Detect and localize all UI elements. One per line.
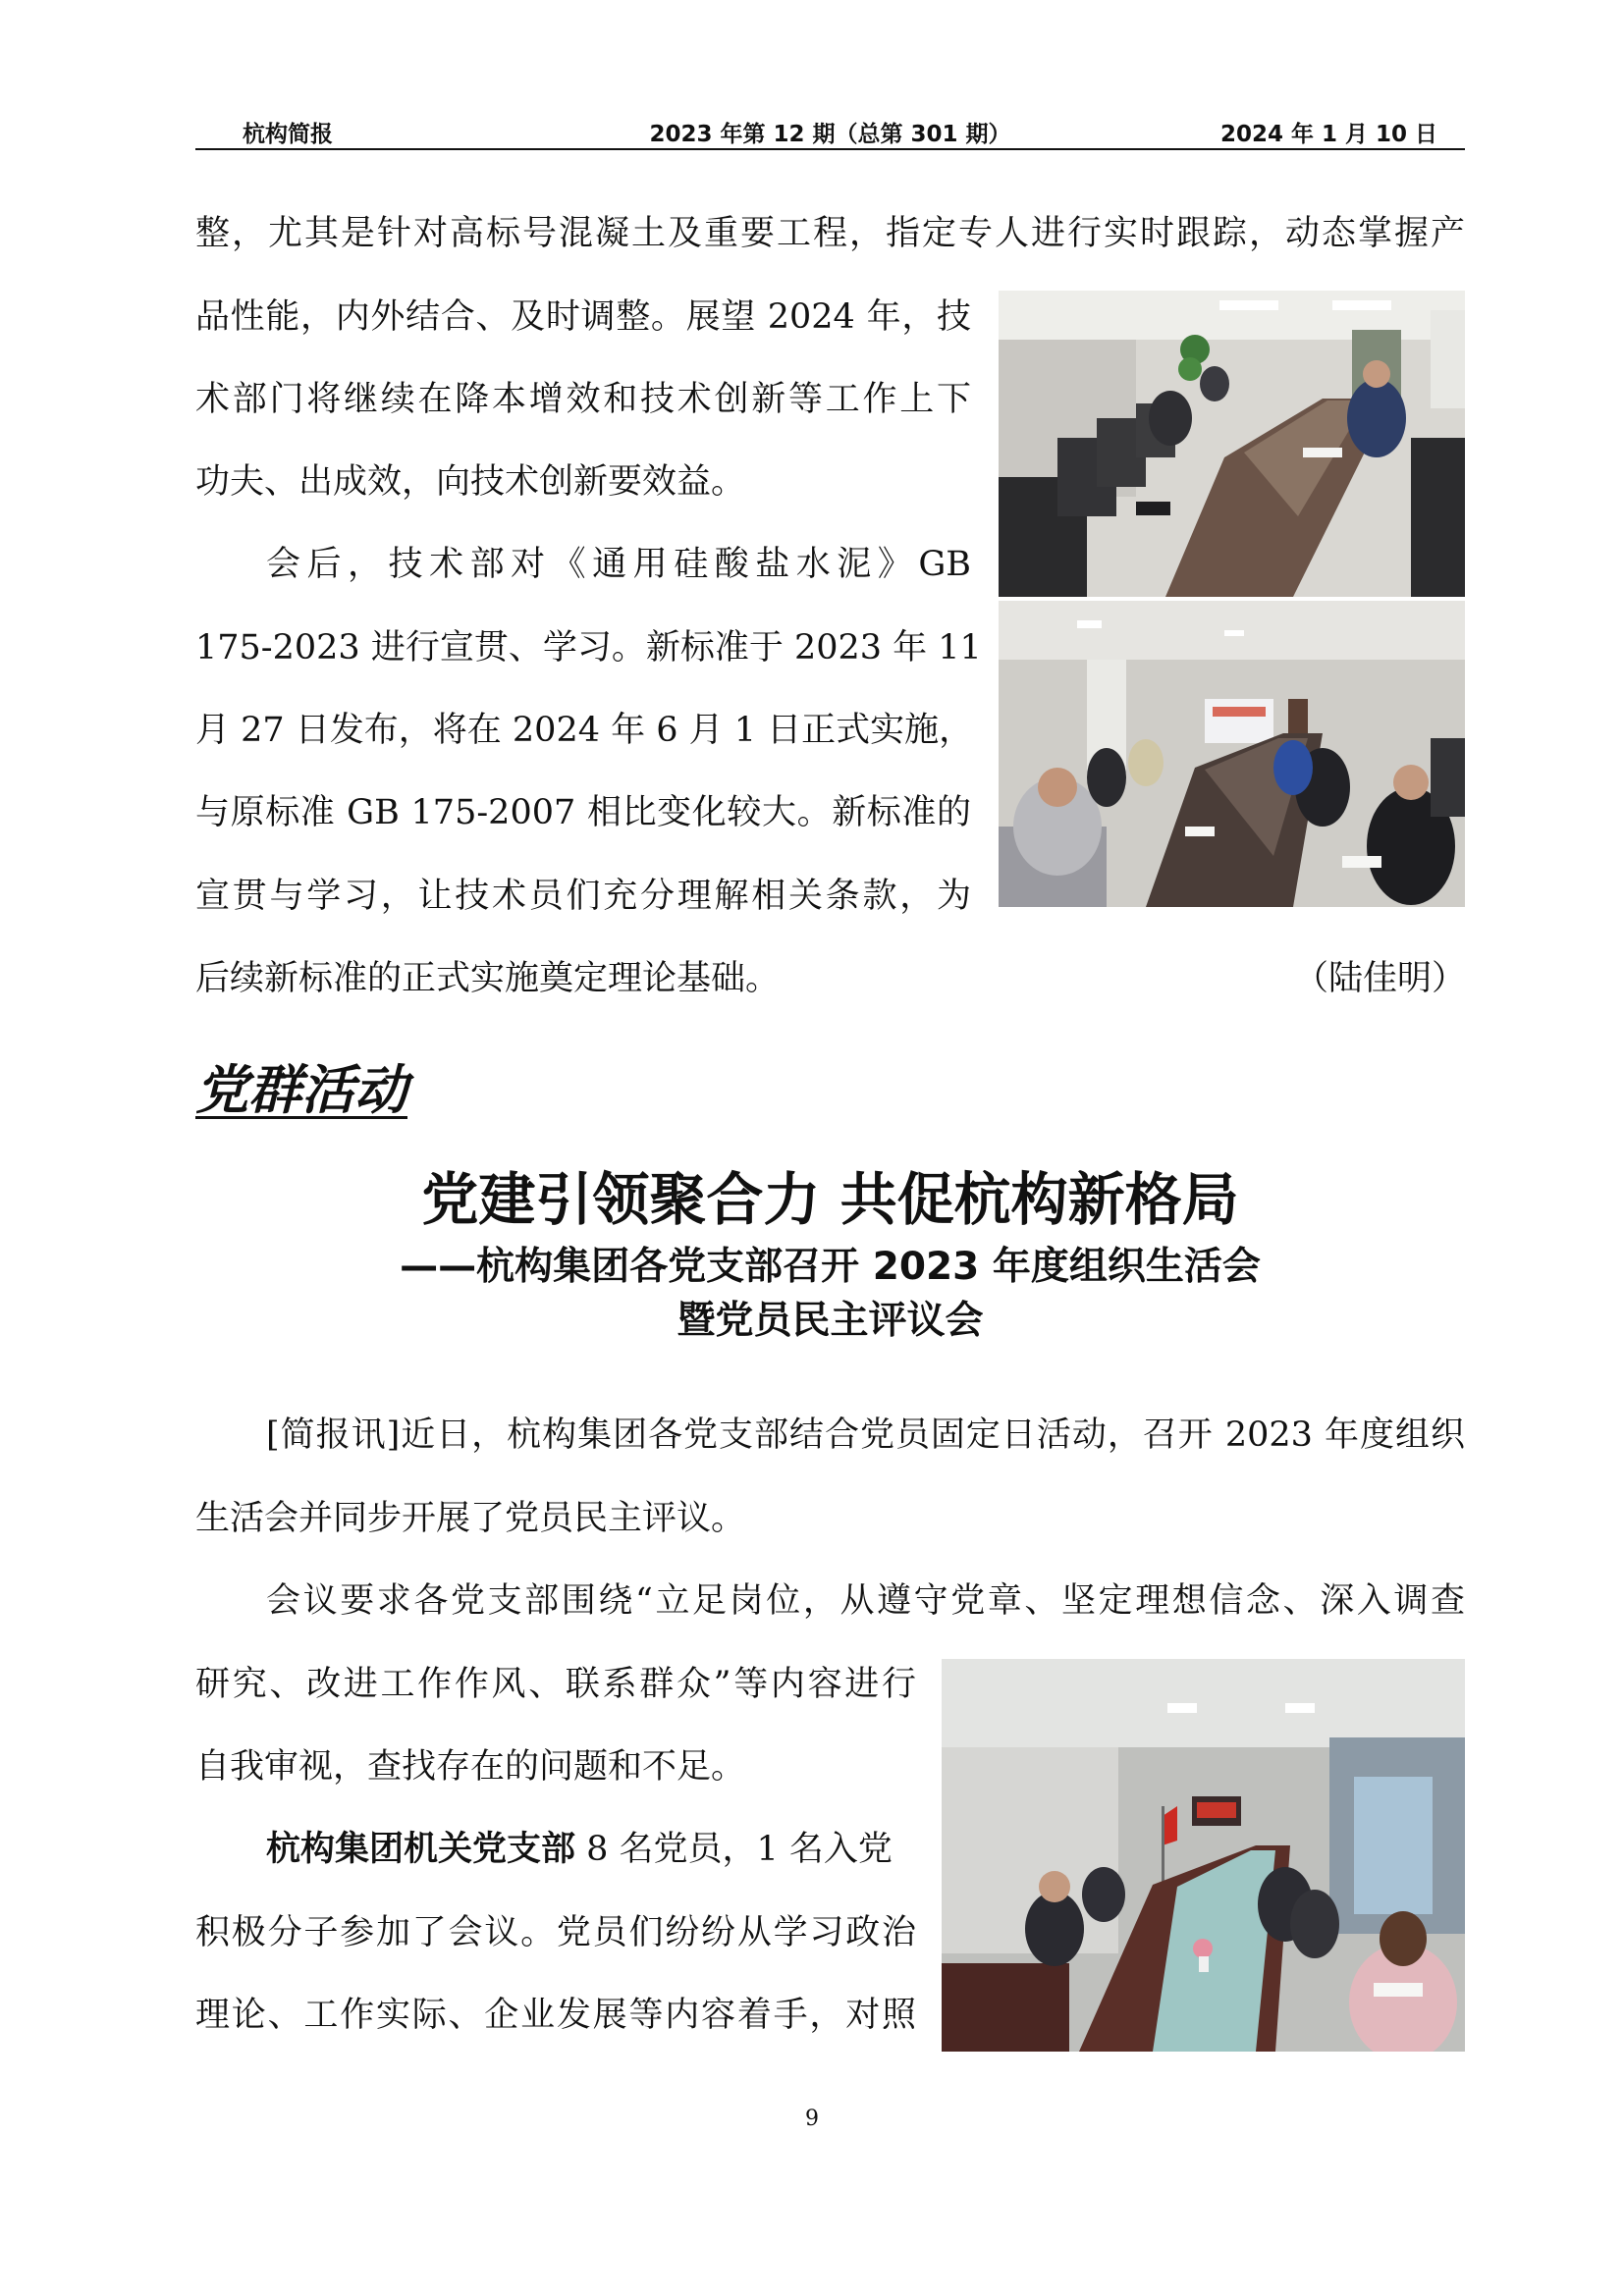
article2-p3-line-1: [266, 1828, 893, 1871]
article1-line-10: 后续新标准的正式实施奠定理论基础。: [195, 959, 781, 998]
article1-line-1: 整，尤其是针对高标号混凝土及重要工程，指定专人进行实时跟踪，动态掌握产: [195, 214, 1465, 253]
article2-p1-line-1: [简报讯]近日，杭构集团各党支部结合党员固定日活动，召开 2023 年度组织: [266, 1415, 1465, 1455]
article2-p1-line-2: 生活会并同步开展了党员民主评议。: [195, 1499, 746, 1538]
article1-line-4: 功夫、出成效，向技术创新要效益。: [195, 462, 746, 502]
article2-p3-line-1-rest: 8 名党员，1 名入党: [575, 1830, 893, 1869]
header-issue: 2023 年第 12 期（总第 301 期）: [649, 122, 1011, 147]
header-publication: 杭构简报: [243, 122, 333, 147]
header-rule: [195, 148, 1465, 150]
meeting-photo-1: [999, 291, 1465, 597]
article-subtitle-line-1: ——杭构集团各党支部召开 2023 年度组织生活会: [400, 1245, 1261, 1289]
article-subtitle-line-2: 暨党员民主评议会: [677, 1299, 984, 1343]
article-title: 党建引领聚合力 共促杭构新格局: [421, 1166, 1239, 1233]
article2-p2-line-2: 研究、改进工作作风、联系群众”等内容进行: [195, 1665, 916, 1704]
article1-line-3: 术部门将继续在降本增效和技术创新等工作上下: [195, 380, 971, 419]
meeting-photo-3: [942, 1659, 1465, 2052]
page-number: 9: [805, 2107, 819, 2131]
article1-line-6: 175-2023 进行宣贯、学习。新标准于 2023 年 11: [195, 628, 982, 667]
article1-line-2: 品性能，内外结合、及时调整。展望 2024 年，技: [195, 297, 971, 337]
article1-line-5: 会后，技术部对《通用硅酸盐水泥》GB: [266, 545, 971, 584]
running-header: [195, 114, 1465, 147]
article1-line-7: 月 27 日发布，将在 2024 年 6 月 1 日正式实施，: [195, 711, 974, 750]
meeting-photo-2: [999, 601, 1465, 907]
article2-p3-line-3: 理论、工作实际、企业发展等内容着手，对照: [195, 1996, 916, 2035]
branch-name: 杭构集团机关党支部: [266, 1830, 576, 1869]
section-title: 党群活动: [195, 1059, 407, 1121]
article2-p2-line-3: 自我审视，查找存在的问题和不足。: [195, 1747, 746, 1787]
article1-byline: （陆佳明）: [1294, 959, 1467, 998]
article1-line-8: 与原标准 GB 175-2007 相比变化较大。新标准的: [195, 793, 971, 832]
article2-p2-line-1: 会议要求各党支部围绕“立足岗位，从遵守党章、坚定理想信念、深入调查: [266, 1581, 1465, 1621]
article1-line-9: 宣贯与学习，让技术员们充分理解相关条款，为: [195, 877, 971, 916]
article2-p3-line-2: 积极分子参加了会议。党员们纷纷从学习政治: [195, 1913, 916, 1952]
header-date: 2024 年 1 月 10 日: [1219, 122, 1437, 147]
